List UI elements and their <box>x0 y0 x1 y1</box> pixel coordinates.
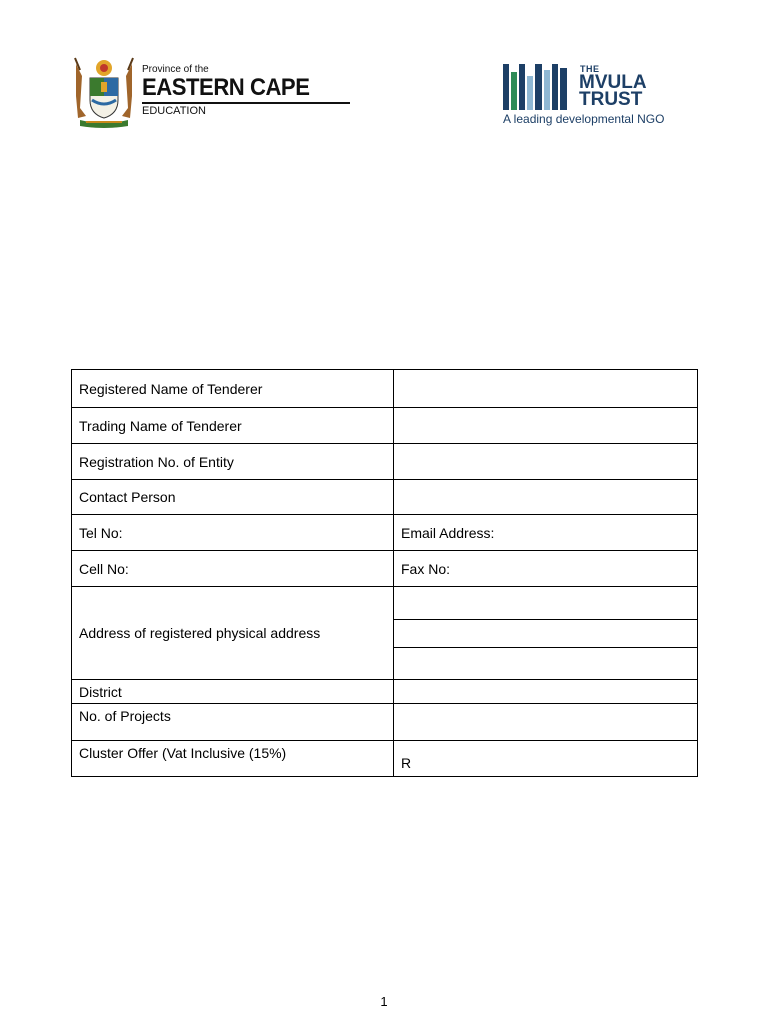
mvula-bars-icon <box>503 64 573 110</box>
cluster-offer-field[interactable]: R <box>394 741 698 777</box>
registration-no-label: Registration No. of Entity <box>72 444 394 480</box>
table-row <box>72 444 698 480</box>
ec-logo-title: EASTERN CAPE <box>142 74 310 101</box>
mvula-logo-line2: MVULA <box>579 72 647 93</box>
mvula-logo-tagline: A leading developmental NGO <box>503 112 665 126</box>
address-line-2-field[interactable] <box>394 620 698 648</box>
trading-name-label: Trading Name of Tenderer <box>72 408 394 444</box>
table-row <box>72 551 698 587</box>
table-row <box>72 704 698 741</box>
cluster-offer-label: Cluster Offer (Vat Inclusive (15%) <box>72 741 394 777</box>
registration-no-field[interactable] <box>394 444 698 480</box>
projects-field[interactable] <box>394 704 698 741</box>
tel-no-label[interactable]: Tel No: <box>72 515 394 551</box>
address-line-1-field[interactable] <box>394 587 698 620</box>
page-number: 1 <box>380 994 388 1009</box>
address-line-3-field[interactable] <box>394 648 698 680</box>
tenderer-details-table <box>71 369 698 777</box>
contact-person-field[interactable] <box>394 480 698 515</box>
table-row <box>72 680 698 704</box>
registered-name-field[interactable] <box>394 370 698 408</box>
mvula-trust-logo <box>503 62 663 128</box>
ec-logo-line1: Province of the <box>142 64 209 75</box>
eastern-cape-logo <box>72 56 310 132</box>
district-field[interactable] <box>394 680 698 704</box>
registered-name-label: Registered Name of Tenderer <box>72 370 394 408</box>
ec-logo-line3: EDUCATION <box>142 105 206 117</box>
table-row <box>72 408 698 444</box>
ec-logo-rule <box>142 102 350 104</box>
cell-no-label[interactable]: Cell No: <box>72 551 394 587</box>
table-row <box>72 480 698 515</box>
district-label: District <box>72 680 394 704</box>
projects-label: No. of Projects <box>72 704 394 741</box>
email-address-label[interactable]: Email Address: <box>394 515 698 551</box>
table-row <box>72 587 698 620</box>
coat-of-arms-icon <box>72 56 136 130</box>
table-row <box>72 741 698 777</box>
fax-no-label[interactable]: Fax No: <box>394 551 698 587</box>
trading-name-field[interactable] <box>394 408 698 444</box>
address-label: Address of registered physical address <box>72 587 394 680</box>
contact-person-label: Contact Person <box>72 480 394 515</box>
mvula-logo-name <box>579 74 647 108</box>
mvula-logo-line3: TRUST <box>579 89 643 110</box>
table-row <box>72 370 698 408</box>
table-row <box>72 515 698 551</box>
mvula-logo-the: THE <box>580 64 600 74</box>
